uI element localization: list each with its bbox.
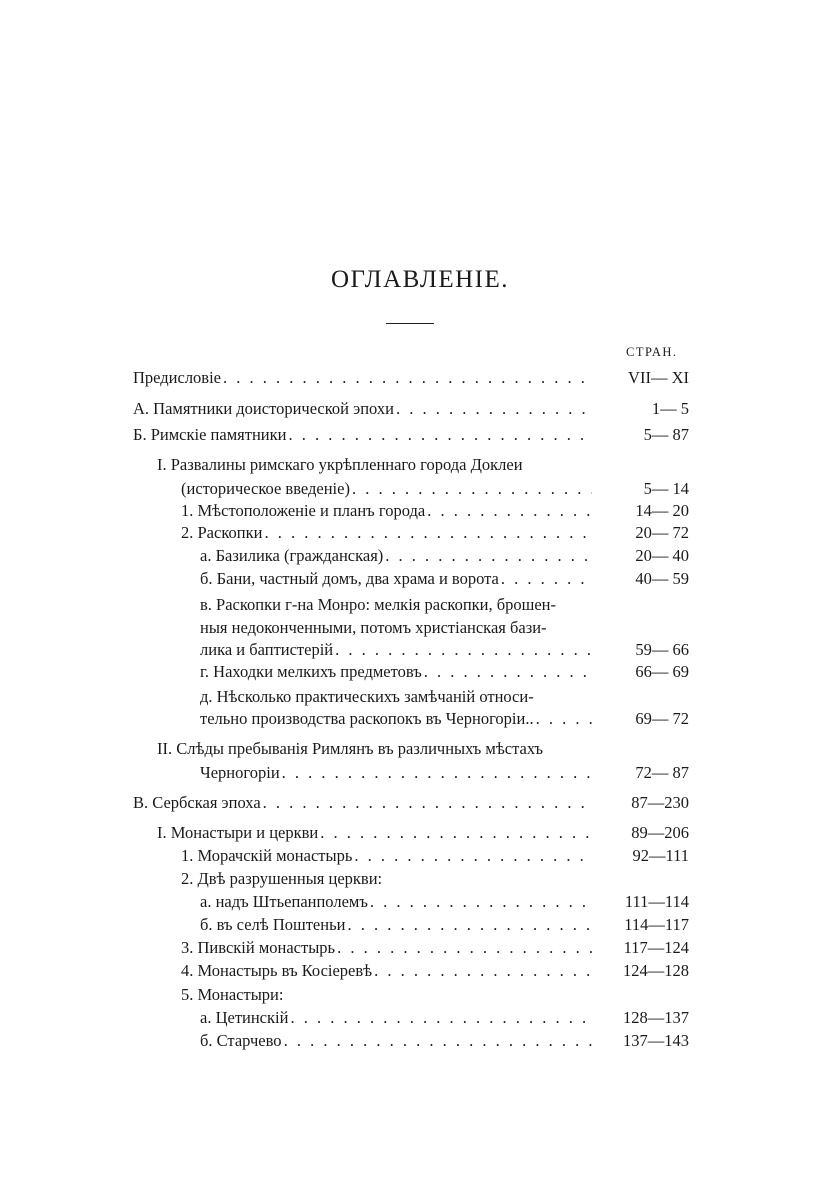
toc-entry-title: д. Нѣсколько практическихъ замѣчаній относи- <box>200 687 534 706</box>
toc-entry-pages: 137—143 <box>623 1031 689 1050</box>
toc-entry-pages: 72— 87 <box>635 763 689 782</box>
toc-entry-pages: 117—124 <box>623 938 689 957</box>
dot-leader <box>347 914 592 936</box>
pages-column-header: СТРАН. <box>626 345 678 359</box>
toc-entry <box>200 1030 596 1052</box>
dot-leader <box>263 792 592 814</box>
toc-entry-pages: 14— 20 <box>635 501 689 520</box>
dot-leader <box>290 1007 592 1029</box>
toc-entry-pages: VII— XI <box>628 368 689 387</box>
toc-entry-title: лика и баптистерій <box>200 640 334 659</box>
toc-entry <box>133 398 596 420</box>
toc-entry <box>200 1007 596 1029</box>
page-title: ОГЛАВЛЕНІЕ. <box>331 266 509 293</box>
toc-entry-title: б. въ селѣ Поштеньи <box>200 915 346 934</box>
dot-leader <box>264 522 592 544</box>
toc-entry <box>200 762 596 784</box>
toc-entry-title: I. Монастыри и церкви <box>157 823 319 842</box>
toc-entry-pages: 5— 14 <box>643 479 689 498</box>
toc-entry-title: б. Старчево <box>200 1031 282 1050</box>
toc-entry-pages: 114—117 <box>624 915 689 934</box>
dot-leader <box>374 960 592 982</box>
toc-entry <box>200 914 596 936</box>
dot-leader <box>352 478 592 500</box>
toc-entry <box>200 661 596 683</box>
toc-entry-pages: 59— 66 <box>635 640 689 659</box>
toc-entry <box>200 568 596 590</box>
toc-entry-title: 2. Двѣ разрушенныя церкви: <box>181 869 383 888</box>
toc-entry <box>181 845 596 867</box>
toc-entry-pages: 128—137 <box>623 1008 689 1027</box>
toc-entry-title: 5. Монастыри: <box>181 985 284 1004</box>
toc-entry-title: тельно производства раскопокъ въ Черногоріи.. <box>200 709 534 728</box>
toc-entry <box>133 367 596 389</box>
toc-entry-pages: 87—230 <box>631 793 689 812</box>
toc-entry-title: 2. Раскопки <box>181 523 263 542</box>
toc-entry <box>133 792 596 814</box>
toc-entry-title: г. Находки мелкихъ предметовъ <box>200 662 422 681</box>
toc-entry-title: б. Бани, частный домъ, два храма и ворота <box>200 569 499 588</box>
toc-entry <box>200 545 596 567</box>
toc-entry-pages: 5— 87 <box>643 425 689 444</box>
toc-entry <box>181 478 596 500</box>
toc-entry-pages: 111—114 <box>624 892 689 911</box>
toc-entry-pages: 69— 72 <box>635 709 689 728</box>
dot-leader <box>288 424 592 446</box>
dot-leader <box>284 1030 592 1052</box>
toc-entry <box>181 500 596 522</box>
toc-entry-title: а. Базилика (гражданская) <box>200 546 384 565</box>
toc-entry <box>181 960 596 982</box>
dot-leader <box>370 891 592 913</box>
dot-leader <box>354 845 592 867</box>
toc-entry-title: а. Цетинскій <box>200 1008 289 1027</box>
dot-leader <box>501 568 592 590</box>
toc-entry-pages: 40— 59 <box>635 569 689 588</box>
toc-entry-pages: 124—128 <box>623 961 689 980</box>
toc-entry-title: 3. Пивскій монастырь <box>181 938 336 957</box>
dot-leader <box>337 937 592 959</box>
dot-leader <box>396 398 592 420</box>
toc-entry-pages: 1— 5 <box>651 399 689 418</box>
toc-entry <box>200 639 596 661</box>
toc-entry-pages: 66— 69 <box>635 662 689 681</box>
toc-entry-title: А. Памятники доисторической эпохи <box>133 399 394 418</box>
toc-entry <box>200 891 596 913</box>
dot-leader <box>424 661 592 683</box>
toc-entry-title: (историческое введеніе) <box>181 479 350 498</box>
toc-entry-title: II. Слѣды пребыванія Римлянъ въ различныхъ мѣстахъ <box>157 739 544 758</box>
toc-entry-title: В. Сербская эпоха <box>133 793 261 812</box>
dot-leader <box>282 762 592 784</box>
toc-entry-title: Черногоріи <box>200 763 280 782</box>
toc-entry <box>157 822 596 844</box>
toc-entry <box>181 522 596 544</box>
toc-entry-title: I. Развалины римскаго укрѣпленнаго города Доклеи <box>157 455 523 474</box>
dot-leader <box>320 822 592 844</box>
toc-entry <box>181 937 596 959</box>
toc-entry-title: 1. Мѣстоположеніе и планъ города <box>181 501 426 520</box>
toc-entry-title: 1. Морачскій монастырь <box>181 846 353 865</box>
toc-entry-title: Предисловіе <box>133 368 222 387</box>
toc-entry-pages: 92—111 <box>632 846 689 865</box>
dot-leader <box>536 708 592 730</box>
toc-entry <box>133 424 596 446</box>
dot-leader <box>335 639 592 661</box>
toc-entry-title: Б. Римскіе памятники <box>133 425 287 444</box>
toc-entry-title: в. Раскопки г-на Монро: мелкія раскопки, брошен- <box>200 595 556 614</box>
dot-leader <box>385 545 592 567</box>
toc-entry-pages: 20— 72 <box>635 523 689 542</box>
toc-entry-title: а. надъ Штьепанполемъ <box>200 892 368 911</box>
toc-entry <box>200 708 596 730</box>
toc-entry-title: 4. Монастырь въ Косіеревѣ <box>181 961 373 980</box>
toc-entry-pages: 20— 40 <box>635 546 689 565</box>
toc-entry-pages: 89—206 <box>631 823 689 842</box>
dot-leader <box>223 367 592 389</box>
dot-leader <box>427 500 592 522</box>
toc-entry-title: ныя недоконченными, потомъ христіанская бази- <box>200 618 547 637</box>
